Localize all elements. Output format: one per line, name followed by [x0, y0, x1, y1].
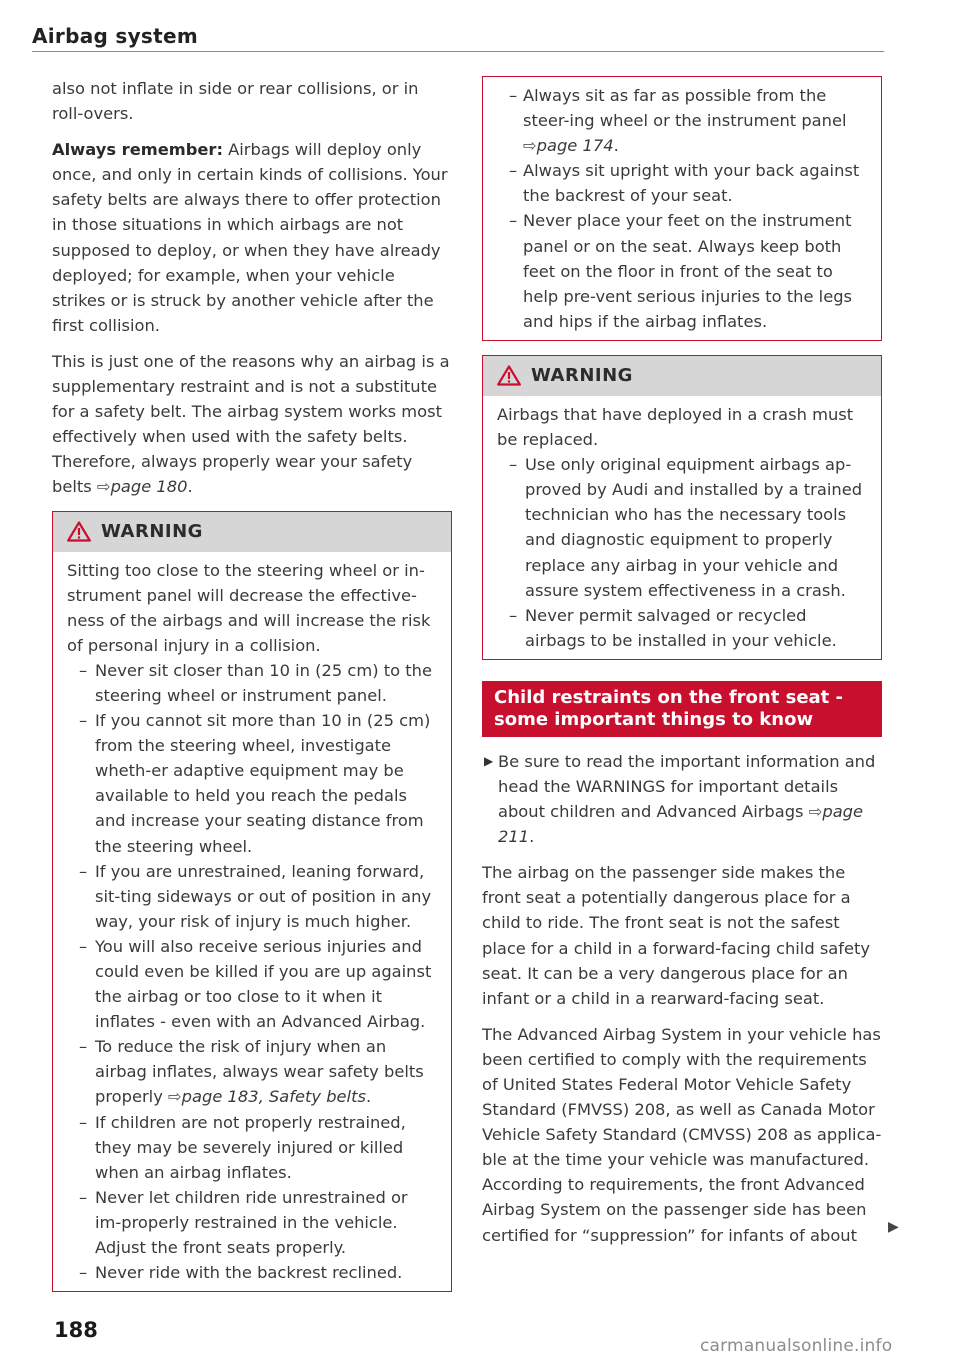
always-remember-text: Airbags will deploy only once, and only in certain kinds of collisions. Your safety belts are always there to offer protection in those situations in which airbags are not supposed to deploy, or when they have already deployed; for example, when your vehicle strikes or is struck by another vehicle after the first collision. [52, 140, 448, 335]
section-heading: Child restraints on the front seat - some important things to know [482, 681, 882, 737]
warning-intro: Airbags that have deployed in a crash must be replaced. [497, 404, 854, 450]
continue-arrow-icon: ▶ [888, 1219, 899, 1235]
arrow-right-icon: ⇨ [808, 802, 823, 822]
right-column [482, 76, 882, 1259]
list-item: – Always sit as far as possible from the steer-ing wheel or the instrument panel ⇨page 174. [497, 83, 869, 158]
paragraph-passenger-side: The airbag on the passenger side makes the front seat a potentially dangerous place for a child to ride. The front seat is not the safest place for a child in a forward-facing child safety seat. It can be a very dangerous place for an infant or a child in a rearward-facing seat. [482, 863, 871, 1008]
page-reference-link[interactable]: page 183, Safety belts [181, 1087, 366, 1107]
warning-header [483, 356, 881, 396]
continued-warning-box [482, 76, 882, 341]
paragraph-advanced-airbag: The Advanced Airbag System in your vehicle has been certified to comply with the requirements of United States Federal Motor Vehicle Safety Standard (FMVSS) 208, as well as Canada Motor Vehicle Safety Standard (CMVSS) 208 as applica-ble at the time your vehicle was manufactured. According to requirements, the front Advanced Airbag System on the passenger side has been certified for “suppression” for infants of about [482, 1024, 882, 1245]
list-item: – If you cannot sit more than 10 in (25 cm) from the steering wheel, investigate wheth-er adaptive equipment may be available to held you reach the pedals and increase your seating distance from the steering wheel. [67, 708, 439, 859]
list-item: – Always sit upright with your back against the backrest of your seat. [497, 158, 869, 208]
bullet-triangle-icon: ▶ [484, 753, 494, 768]
arrow-right-icon: ⇨ [168, 1087, 182, 1107]
warning-title: WARNING [101, 520, 203, 542]
list-item: – Use only original equipment airbags ap-proved by Audi and installed by a trained technician who has the necessary tools and diagnostic equipment to properly replace any airbag in your vehicle and assure system effectiveness in a crash. [497, 452, 869, 603]
warning-body [53, 552, 451, 1292]
list-item: – Never let children ride unrestrained or im-properly restrained in the vehicle. Adjust the front seats properly. [67, 1185, 439, 1260]
list-item: – To reduce the risk of injury when an airbag inflates, always wear safety belts properly ⇨page 183, Safety belts. [67, 1034, 439, 1109]
page-number: 188 [54, 1318, 98, 1342]
warning-triangle-icon [497, 365, 521, 386]
list-item: – If you are unrestrained, leaning forward, sit-ting sideways or out of position in any way, your risk of injury is much higher. [67, 859, 439, 934]
list-item: – Never place your feet on the instrument panel or on the seat. Always keep both feet on the floor in front of the seat to help pre-vent serious injuries to the legs and hips if the airbag inflates. [497, 208, 869, 333]
page-reference-link[interactable]: page 174 [536, 136, 614, 156]
instruction-bullet: ▶ Be sure to read the important information and head the WARNINGS for important details about children and Advanced Airbags ⇨page 211. [482, 749, 882, 849]
paragraph-always-remember [52, 137, 452, 338]
warning-triangle-icon [67, 521, 91, 542]
supplementary-text: This is just one of the reasons why an airbag is a supplementary restraint and is not a substitute for a safety belt. The airbag system works most effectively when used with the safety belts. Therefore, always properly wear your safety belts [52, 351, 450, 497]
warning-box-replacement [482, 355, 882, 660]
arrow-right-icon: ⇨ [523, 136, 537, 156]
warning-intro: Sitting too close to the steering wheel or in-strument panel will decrease the effective-ness of the airbags and will increase the risk of personal injury in a collision. [67, 560, 431, 655]
list-item: – Never permit salvaged or recycled airbags to be installed in your vehicle. [497, 603, 869, 653]
page-reference-link[interactable]: page 211 [498, 802, 864, 847]
list-item: – You will also receive serious injuries and could even be killed if you are up against the airbag or too close to it when it inflates - even with an Advanced Airbag. [67, 934, 439, 1034]
list-item: – If children are not properly restrained, they may be severely injured or killed when an airbag inflates. [67, 1110, 439, 1185]
warning-body [483, 396, 881, 659]
paragraph-rollovers: also not inflate in side or rear collisions, or in roll-overs. [52, 79, 419, 124]
always-remember-label: Always remember: [52, 140, 223, 160]
list-item: – Never ride with the backrest reclined. [67, 1260, 439, 1285]
watermark: carmanualsonline.info [700, 1336, 893, 1356]
left-column [52, 76, 452, 1306]
header-divider [32, 51, 884, 52]
list-item: – Never sit closer than 10 in (25 cm) to the steering wheel or instrument panel. [67, 658, 439, 708]
page-title: Airbag system [32, 24, 198, 48]
page-reference-link[interactable]: page 180 [110, 477, 188, 497]
warning-box-seating [52, 511, 452, 1293]
warning-header [53, 512, 451, 552]
paragraph-supplementary: This is just one of the reasons why an airbag is a supplementary restraint and is not a substitute for a safety belt. The airbag system works most effectively when used with the safety belts. Therefore, always properly wear your safety belts ⇨page 180. [52, 351, 450, 497]
arrow-right-icon: ⇨ [96, 477, 111, 497]
warning-title: WARNING [531, 365, 633, 387]
continued-warning-body [483, 77, 881, 340]
